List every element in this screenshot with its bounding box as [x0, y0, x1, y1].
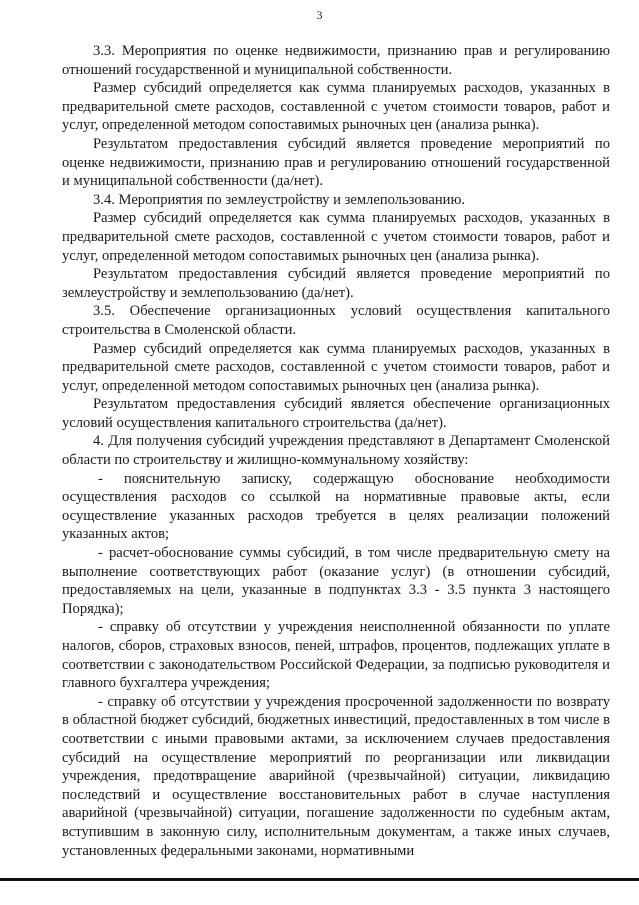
section-3-5-subsidy-size: Размер субсидий определяется как сумма планируемых расходов, указанных в предварительной смете расходов, составленной с учетом стоимости товаров, работ и услуг, определенной методом сопоставимых рыночных цен (анализа рынка).: [62, 340, 610, 394]
section-3-4-subsidy-size: Размер субсидий определяется как сумма планируемых расходов, указанных в предварительной смете расходов, составленной с учетом стоимости товаров, работ и услуг, определенной методом сопоставимых рыночных цен (анализа рынка).: [62, 210, 610, 264]
section-3-3-subsidy-size: Размер субсидий определяется как сумма планируемых расходов, указанных в предварительной смете расходов, составленной с учетом стоимости товаров, работ и услуг, определенной методом сопоставимых рыночных цен (анализа рынка).: [62, 80, 610, 134]
page-number: 3: [316, 8, 323, 22]
section-3-4-result: Результатом предоставления субсидий является проведение мероприятий по землеустройству и землепользованию (да/нет).: [62, 266, 610, 301]
list-item-debt-certificate: - справку об отсутствии у учреждения просроченной задолженности по возврату в областной бюджет субсидий, бюджетных инвестиций, предоставленных в том числе в соответствии с иными правовыми актами, за исключением случаев предоставления субсидий на осуществление мероприятий по реорганизации или ликвидации учреждения, предотвращение аварийной (чрезвычайной) ситуации, ликвидацию последствий и осуществление восстановительных работ в случае наступления аварийной (чрезвычайной) ситуации, погашение задолженности по судебным актам, вступившим в законную силу, исполнительным документам, а также иных случаев, установленных федеральными законами, нормативными: [62, 693, 610, 859]
section-3-5-heading: 3.5. Обеспечение организационных условий осуществления капитального строительства в Смоленской области.: [62, 303, 610, 338]
bottom-divider: [0, 878, 639, 881]
section-4-heading: 4. Для получения субсидий учреждения представляют в Департамент Смоленской области по строительству и жилищно-коммунальному хозяйству:: [62, 433, 610, 469]
list-item-tax-certificate: - справку об отсутствии у учреждения неисполненной обязанности по уплате налогов, сборов, страховых взносов, пеней, штрафов, процентов, подлежащих уплате в соответствии с законодательством Российской Федерации, за подписью руководителя и главного бухгалтера учреждения;: [62, 619, 610, 692]
section-3-5-result: Результатом предоставления субсидий является обеспечение организационных условий осуществления капитального строительства (да/нет).: [62, 396, 610, 431]
section-3-4-heading: 3.4. Мероприятия по землеустройству и землепользованию.: [93, 191, 465, 208]
list-item-calculation: - расчет-обоснование суммы субсидий, в том числе предварительную смету на выполнение соответствующих работ (оказание услуг) (в отношении субсидий, предоставляемых на цели, указанные в подпунктах 3.3 - 3.5 пункта 3 настоящего Порядка);: [62, 545, 610, 617]
list-item-explanatory-note: - пояснительную записку, содержащую обоснование необходимости осуществления расходов со ссылкой на нормативные правовые акты, если осуществление указанных расходов требуется в целях реализации положений указанных актов;: [62, 470, 610, 543]
section-3-3-heading: 3.3. Мероприятия по оценке недвижимости, признанию прав и регулированию отношений государственной и муниципальной собственности.: [62, 43, 610, 78]
document-body: [62, 42, 610, 860]
section-3-3-result: Результатом предоставления субсидий является проведение мероприятий по оценке недвижимости, признанию прав и регулированию отношений государственной и муниципальной собственности (да/нет).: [62, 135, 610, 190]
